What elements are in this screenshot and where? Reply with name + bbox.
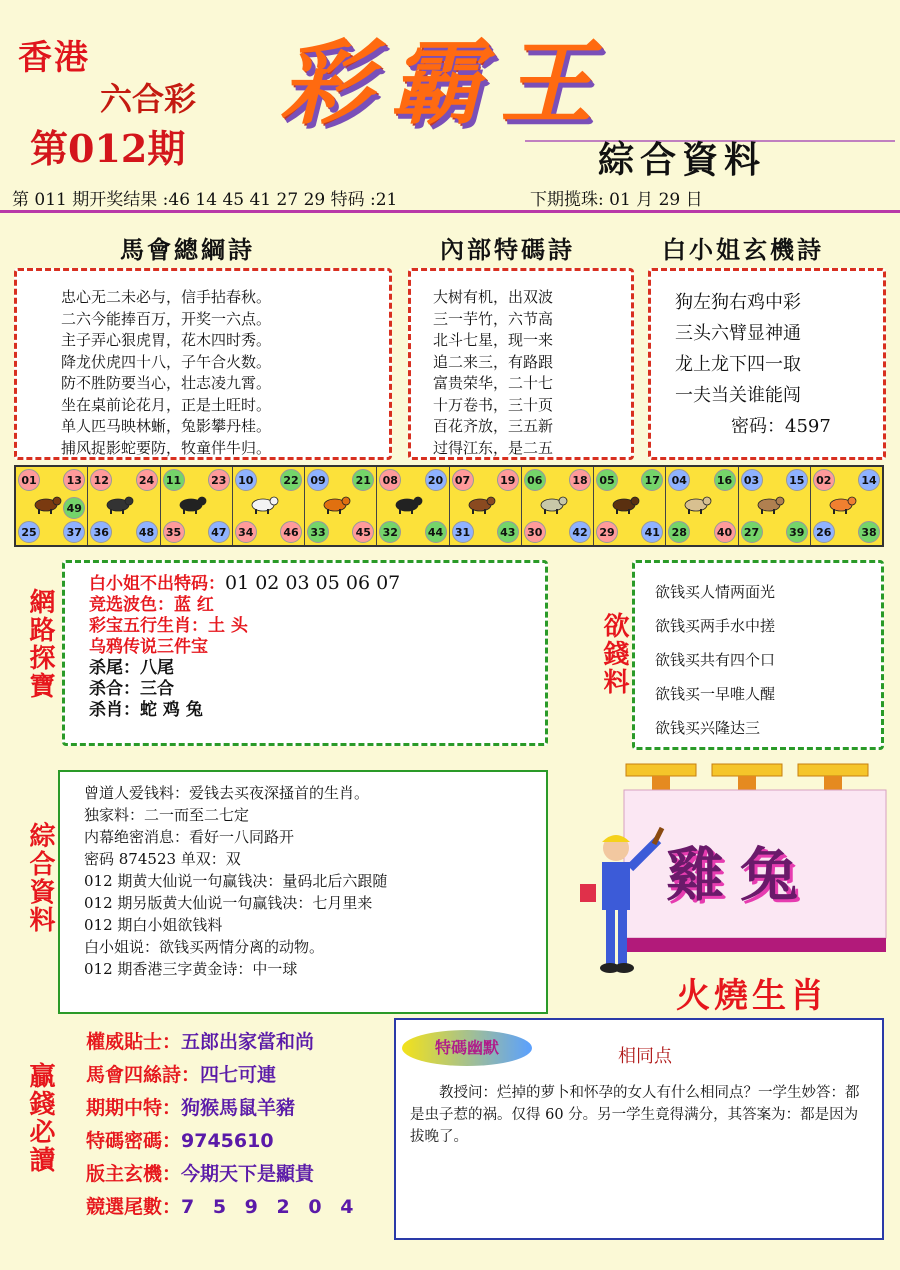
number-ball: 34 xyxy=(235,521,257,543)
must-read-side-label: 贏錢必讀 xyxy=(25,1062,55,1174)
header-divider xyxy=(0,210,900,213)
money-line: 欲钱买人情两面光 xyxy=(655,583,776,601)
poem-3-code: 密码：4597 xyxy=(731,416,831,437)
number-ball: 36 xyxy=(90,521,112,543)
result-bar xyxy=(0,183,900,209)
number-ball: 04 xyxy=(668,469,690,491)
goat-icon xyxy=(538,493,568,515)
poem-line: 二六今能捧百万，开奖一六点。 xyxy=(61,309,272,328)
number-ball: 37 xyxy=(63,521,85,543)
must-read-key: 馬會四絲詩： xyxy=(86,1064,201,1086)
number-ball: 32 xyxy=(379,521,401,543)
number-ball: 24 xyxy=(136,469,158,491)
net-line-4: 乌鸦传说三件宝 xyxy=(89,637,208,657)
poem-line: 捕风捉影蛇要防，牧童伴牛归。 xyxy=(61,438,272,457)
snake-icon xyxy=(393,493,423,515)
poem-box-3 xyxy=(648,268,886,460)
zodiac-cell-rabbit xyxy=(233,467,305,545)
net-line-3: 彩宝五行生肖：土 头 xyxy=(89,616,248,636)
general-line: 012 期白小姐欲钱料 xyxy=(84,916,223,934)
zodiac-cell-rooster xyxy=(666,467,738,545)
must-read-value: 狗猴馬鼠羊豬 xyxy=(181,1097,296,1119)
money-line: 欲钱买兴隆达三 xyxy=(655,719,761,737)
number-ball: 15 xyxy=(786,469,808,491)
number-ball: 38 xyxy=(858,521,880,543)
money-line: 欲钱买共有四个口 xyxy=(655,651,776,669)
money-lines xyxy=(655,575,775,745)
net-line-2: 竞选波色：蓝 红 xyxy=(89,595,214,615)
must-read-value: 今期天下是顯貴 xyxy=(181,1163,315,1185)
number-ball: 42 xyxy=(569,521,591,543)
number-ball: 01 xyxy=(18,469,40,491)
poem-line: 忠心无二未必与，信手拈春秋。 xyxy=(61,288,272,306)
rooster-icon xyxy=(682,493,712,515)
general-lines xyxy=(84,782,387,980)
zodiac-cell-pig xyxy=(161,467,233,545)
money-line: 欲钱买一早唯人醒 xyxy=(655,685,776,703)
number-ball: 23 xyxy=(208,469,230,491)
poem-box-1 xyxy=(14,268,392,460)
number-ball: 16 xyxy=(714,469,736,491)
must-read-key: 版主玄機： xyxy=(86,1163,182,1185)
number-ball: 31 xyxy=(452,521,474,543)
number-ball: 05 xyxy=(596,469,618,491)
number-ball: 13 xyxy=(63,469,85,491)
number-ball: 17 xyxy=(641,469,663,491)
must-read-list xyxy=(86,1026,359,1224)
joke-title: 相同点 xyxy=(618,1046,672,1067)
must-read-item xyxy=(86,1158,359,1191)
net-line-6: 杀合：三合 xyxy=(89,679,174,699)
must-read-value: 五郎出家當和尚 xyxy=(181,1031,315,1053)
number-ball: 30 xyxy=(524,521,546,543)
poem-box-2 xyxy=(408,268,634,460)
next-draw-date: 下期揽珠: 01 月 29 日 xyxy=(530,190,703,210)
number-ball: 27 xyxy=(741,521,763,543)
joke-box xyxy=(394,1018,884,1240)
poem-line: 主子弄心狠虎胃，花木四时秀。 xyxy=(61,331,272,349)
general-line: 密码 874523 单双：双 xyxy=(84,850,241,868)
poem-3-lines xyxy=(675,287,831,442)
number-ball: 46 xyxy=(280,521,302,543)
number-ball: 44 xyxy=(425,521,447,543)
number-ball: 25 xyxy=(18,521,40,543)
page-subtitle: 綜合資料 xyxy=(598,139,767,181)
must-read-key: 期期中特： xyxy=(86,1097,182,1119)
dog-icon xyxy=(755,493,785,515)
zodiac-cell-rat xyxy=(88,467,160,545)
number-ball: 49 xyxy=(63,497,85,519)
money-side-label: 欲錢料 xyxy=(599,612,629,696)
number-ball: 29 xyxy=(596,521,618,543)
horse-icon xyxy=(466,493,496,515)
poem-line: 防不胜防要当心，壮志凌九霄。 xyxy=(61,374,272,392)
net-value: 01 02 03 05 06 07 xyxy=(225,572,401,594)
money-line: 欲钱买两手水中搓 xyxy=(655,617,776,635)
number-ball: 43 xyxy=(497,521,519,543)
number-ball: 11 xyxy=(163,469,185,491)
poem-title-3: 白小姐玄機詩 xyxy=(662,235,824,264)
number-ball: 18 xyxy=(569,469,591,491)
general-line: 独家料：二一而至二七定 xyxy=(84,806,250,824)
general-line: 012 期香港三字黄金诗：中一球 xyxy=(84,960,298,978)
general-side-label: 綜合資料 xyxy=(25,822,55,934)
poem-line: 一夫当关谁能闯 xyxy=(675,385,801,406)
general-line: 012 期黄大仙说一句赢钱决：量码北后六跟随 xyxy=(84,872,388,890)
poem-1-lines xyxy=(61,287,271,459)
must-read-item xyxy=(86,1092,359,1125)
zodiac-cell-dog xyxy=(739,467,811,545)
number-ball: 14 xyxy=(858,469,880,491)
zodiac-cell-snake xyxy=(377,467,449,545)
poem-line: 富贵荣华，二十七 xyxy=(433,374,554,392)
poem-line: 单人匹马映林蜥，兔影攀丹桂。 xyxy=(61,417,272,435)
monkey-icon xyxy=(610,493,640,515)
number-ball: 19 xyxy=(497,469,519,491)
billboard-caption: 火燒生肖 xyxy=(676,976,828,1016)
number-ball: 22 xyxy=(280,469,302,491)
billboard-text: 雞兔 xyxy=(666,841,815,909)
number-ball: 28 xyxy=(668,521,690,543)
number-ball: 09 xyxy=(307,469,329,491)
zodiac-number-strip xyxy=(14,465,884,547)
money-box xyxy=(632,560,884,750)
general-line: 内幕绝密消息：看好一八同路开 xyxy=(84,828,295,846)
number-ball: 21 xyxy=(352,469,374,491)
number-ball: 08 xyxy=(379,469,401,491)
number-ball: 10 xyxy=(235,469,257,491)
poem-title-2: 內部特碼詩 xyxy=(440,235,575,264)
must-read-key: 競選尾數： xyxy=(86,1196,182,1218)
net-line-5: 杀尾：八尾 xyxy=(89,658,174,678)
number-ball: 45 xyxy=(352,521,374,543)
poem-line: 三一芋竹，六节高 xyxy=(433,309,554,328)
number-ball: 35 xyxy=(163,521,185,543)
number-ball: 06 xyxy=(524,469,546,491)
general-line: 曾道人爱钱料：爱钱去买夜深搔首的生肖。 xyxy=(84,784,370,802)
poem-title-1: 馬會總綱詩 xyxy=(120,235,255,264)
net-label: 白小姐不出特码： xyxy=(89,574,225,594)
poem-line: 过得江东，是二五 xyxy=(433,438,554,457)
poem-line: 龙上龙下四一取 xyxy=(675,354,801,375)
number-ball: 40 xyxy=(714,521,736,543)
lottery-name: 六合彩 xyxy=(100,80,197,118)
general-line: 012 期另版黄大仙说一句赢钱决：七月里来 xyxy=(84,894,373,912)
net-side-label: 網路探寶 xyxy=(25,588,55,700)
poem-line: 三头六臂显神通 xyxy=(675,323,801,344)
number-ball: 12 xyxy=(90,469,112,491)
poem-line: 降龙伏虎四十八，子午合火数。 xyxy=(61,352,272,371)
number-ball: 47 xyxy=(208,521,230,543)
number-ball: 07 xyxy=(452,469,474,491)
number-ball: 48 xyxy=(136,521,158,543)
number-ball: 33 xyxy=(307,521,329,543)
zodiac-cell-horse xyxy=(450,467,522,545)
number-ball: 39 xyxy=(786,521,808,543)
must-read-key: 權威貼士： xyxy=(86,1031,182,1053)
number-ball: 03 xyxy=(741,469,763,491)
net-treasure-box xyxy=(62,560,548,746)
zodiac-cell-ox xyxy=(16,467,88,545)
rat-icon xyxy=(104,493,134,515)
general-line: 白小姐说：欲钱买两情分离的动物。 xyxy=(84,938,325,956)
rabbit-icon xyxy=(249,493,279,515)
poem-line: 追二来三，有路跟 xyxy=(433,352,554,371)
zodiac-cell-monkey xyxy=(594,467,666,545)
poem-line: 坐在桌前论花月，正是土旺时。 xyxy=(61,395,272,414)
must-read-item xyxy=(86,1026,359,1059)
poem-line: 十万卷书，三十页 xyxy=(433,395,554,414)
must-read-value: 7 5 9 2 0 4 xyxy=(181,1196,360,1218)
must-read-item xyxy=(86,1191,359,1224)
joke-text: 教授问：烂掉的萝卜和怀孕的女人有什么相同点？一学生妙答：都是虫子惹的祸。仅得 60 分。另一学生竟得满分，其答案为：都是因为拔晚了。 xyxy=(410,1085,860,1145)
general-info-box xyxy=(58,770,548,1014)
number-ball: 41 xyxy=(641,521,663,543)
pig-icon xyxy=(177,493,207,515)
poem-2-lines xyxy=(433,287,553,459)
poem-line: 北斗七星，现一来 xyxy=(433,331,554,349)
ox-icon xyxy=(32,493,62,515)
zodiac-cell-tiger xyxy=(305,467,377,545)
number-ball: 02 xyxy=(813,469,835,491)
pig2-icon xyxy=(827,493,857,515)
joke-badge: 特碼幽默 xyxy=(402,1030,532,1066)
must-read-item xyxy=(86,1125,359,1158)
zodiac-cell-pig2 xyxy=(811,467,882,545)
net-lines xyxy=(89,573,400,721)
number-ball: 26 xyxy=(813,521,835,543)
hk-title: 香港 xyxy=(18,38,90,78)
net-line-7: 杀肖：蛇 鸡 兔 xyxy=(89,700,203,720)
poem-line: 大树有机，出双波 xyxy=(433,288,554,306)
poem-line: 百花齐放，三五新 xyxy=(433,417,554,435)
zodiac-cell-goat xyxy=(522,467,594,545)
poem-line: 狗左狗右鸡中彩 xyxy=(675,292,801,313)
tiger-icon xyxy=(321,493,351,515)
number-ball: 20 xyxy=(425,469,447,491)
must-read-key: 特碼密碼： xyxy=(86,1130,182,1152)
must-read-value: 四七可連 xyxy=(200,1064,277,1086)
must-read-item xyxy=(86,1059,359,1092)
net-line-1 xyxy=(89,573,400,595)
last-result: 第 011 期开奖结果 :46 14 45 41 27 29 特码 :21 xyxy=(12,190,398,210)
must-read-value: 9745610 xyxy=(181,1130,274,1152)
issue-number: 第012期 xyxy=(30,126,186,171)
page-title: 彩霸王 xyxy=(280,29,611,137)
